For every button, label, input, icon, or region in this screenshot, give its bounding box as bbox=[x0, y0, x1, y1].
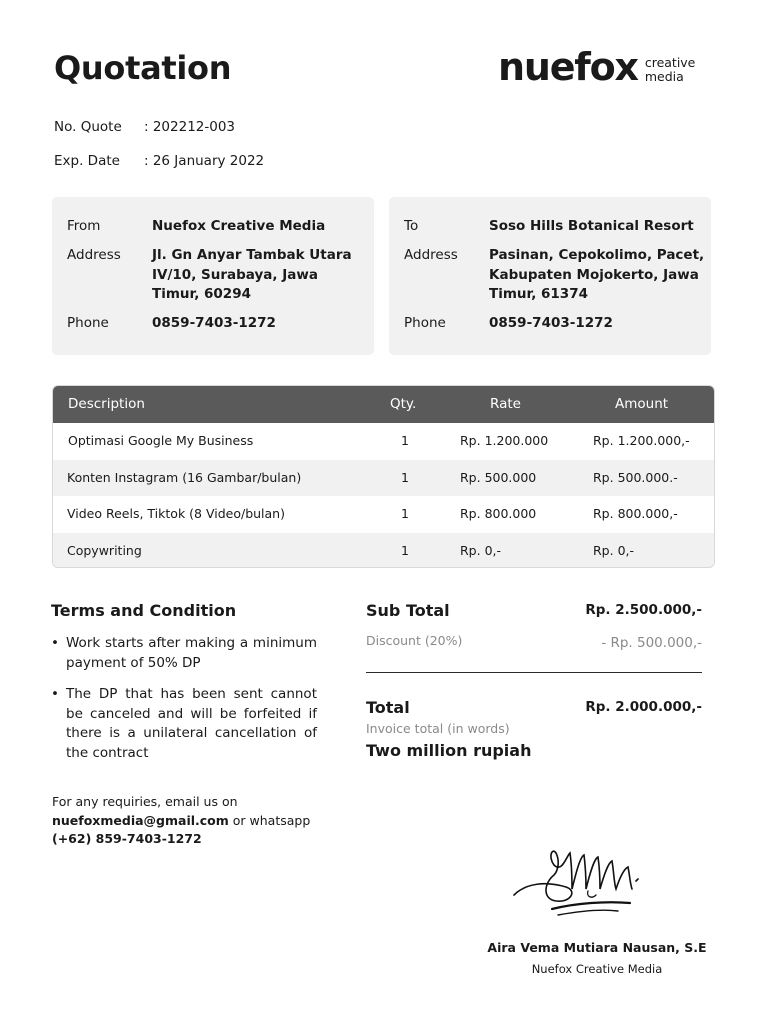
bullet-icon: • bbox=[51, 635, 59, 651]
terms-item-text: Work starts after making a minimum payment of 50% DP bbox=[66, 635, 317, 671]
row-qty: 1 bbox=[401, 433, 409, 448]
to-address-line: Pasinan, Cepokolimo, Pacet, bbox=[489, 247, 705, 263]
table-header bbox=[53, 386, 715, 423]
row-amount: Rp. 500.000.- bbox=[593, 469, 678, 485]
row-amount: Rp. 0,- bbox=[593, 542, 635, 558]
signature-icon bbox=[506, 843, 656, 923]
table-row bbox=[53, 496, 715, 533]
table-row bbox=[53, 533, 715, 569]
row-description: Optimasi Google My Business bbox=[68, 433, 254, 448]
terms-item bbox=[51, 685, 317, 763]
to-name: Soso Hills Botanical Resort bbox=[489, 218, 694, 234]
to-address bbox=[489, 246, 704, 305]
from-address-line: Timur, 60294 bbox=[152, 286, 251, 302]
to-address-label: Address bbox=[404, 247, 458, 263]
column-header-amount: Amount bbox=[615, 396, 669, 412]
items-table bbox=[52, 385, 715, 568]
table-row bbox=[53, 460, 715, 497]
column-header-rate: Rate bbox=[490, 396, 521, 412]
expiry-date-value: : 26 January 2022 bbox=[144, 153, 265, 169]
logo-subtitle-line2: media bbox=[644, 69, 684, 84]
from-address-line: Jl. Gn Anyar Tambak Utara bbox=[152, 247, 352, 263]
contact-whatsapp: (+62) 859-7403-1272 bbox=[52, 831, 202, 846]
discount-label: Discount (20%) bbox=[366, 633, 463, 648]
signatory-company: Nuefox Creative Media bbox=[531, 962, 663, 976]
contact-note bbox=[52, 793, 310, 849]
to-address-line: Kabupaten Mojokerto, Jawa bbox=[489, 266, 699, 283]
row-qty: 1 bbox=[401, 469, 409, 485]
logo-wordmark: nuefox bbox=[498, 45, 638, 89]
subtotal-label: Sub Total bbox=[366, 601, 450, 620]
from-address bbox=[152, 246, 352, 305]
to-phone: 0859-7403-1272 bbox=[489, 315, 613, 331]
row-description: Konten Instagram (16 Gambar/bulan) bbox=[67, 469, 302, 485]
terms-item bbox=[51, 634, 317, 673]
bullet-icon: • bbox=[51, 686, 59, 702]
in-words-label: Invoice total (in words) bbox=[366, 721, 510, 736]
row-qty: 1 bbox=[401, 542, 409, 558]
expiry-date-label: Exp. Date bbox=[54, 153, 120, 169]
row-amount: Rp. 1.200.000,- bbox=[593, 433, 690, 448]
to-label: To bbox=[404, 218, 419, 234]
column-header-qty: Qty. bbox=[390, 396, 417, 412]
quote-number-value: : 202212-003 bbox=[144, 119, 236, 135]
contact-email: nuefoxmedia@gmail.com bbox=[52, 812, 229, 828]
row-rate: Rp. 0,- bbox=[460, 542, 502, 558]
page-title: Quotation bbox=[54, 49, 232, 87]
row-rate: Rp. 500.000 bbox=[460, 469, 537, 485]
row-description: Copywriting bbox=[67, 542, 142, 558]
terms-item-text: The DP that has been sent cannot be canceled and will be forfeited if there is a unilateral cancellation of the contract bbox=[66, 686, 317, 761]
company-logo bbox=[498, 46, 695, 88]
from-name: Nuefox Creative Media bbox=[152, 218, 326, 234]
to-box bbox=[389, 197, 711, 355]
table-row bbox=[53, 423, 715, 460]
row-description: Video Reels, Tiktok (8 Video/bulan) bbox=[67, 506, 285, 521]
terms-title: Terms and Condition bbox=[51, 601, 237, 620]
in-words-value: Two million rupiah bbox=[366, 741, 532, 760]
discount-value: - Rp. 500.000,- bbox=[601, 635, 702, 651]
row-rate: Rp. 1.200.000 bbox=[460, 433, 549, 448]
row-qty: 1 bbox=[401, 506, 409, 521]
to-phone-label: Phone bbox=[404, 315, 446, 331]
totals-divider bbox=[366, 672, 702, 673]
contact-note-line bbox=[52, 812, 310, 831]
total-value: Rp. 2.000.000,- bbox=[585, 699, 702, 715]
subtotal-value: Rp. 2.500.000,- bbox=[585, 602, 702, 618]
logo-subtitle-line1: creative bbox=[644, 55, 696, 70]
quote-number-label: No. Quote bbox=[54, 119, 122, 135]
total-label: Total bbox=[366, 698, 410, 717]
from-label: From bbox=[67, 218, 101, 234]
contact-note-line bbox=[52, 830, 310, 849]
contact-or-whatsapp: or whatsapp bbox=[228, 812, 311, 828]
from-phone: 0859-7403-1272 bbox=[152, 315, 276, 331]
from-phone-label: Phone bbox=[67, 315, 109, 331]
from-address-label: Address bbox=[67, 247, 121, 263]
from-box bbox=[52, 197, 374, 355]
logo-subtitle bbox=[645, 56, 696, 84]
contact-note-line: For any requiries, email us on bbox=[52, 794, 238, 809]
from-address-line: IV/10, Surabaya, Jawa bbox=[152, 266, 318, 283]
row-amount: Rp. 800.000,- bbox=[593, 506, 678, 521]
to-address-line: Timur, 61374 bbox=[489, 286, 588, 302]
column-header-description: Description bbox=[68, 396, 145, 412]
signatory-name: Aira Vema Mutiara Nausan, S.E bbox=[487, 940, 707, 955]
row-rate: Rp. 800.000 bbox=[460, 506, 537, 521]
